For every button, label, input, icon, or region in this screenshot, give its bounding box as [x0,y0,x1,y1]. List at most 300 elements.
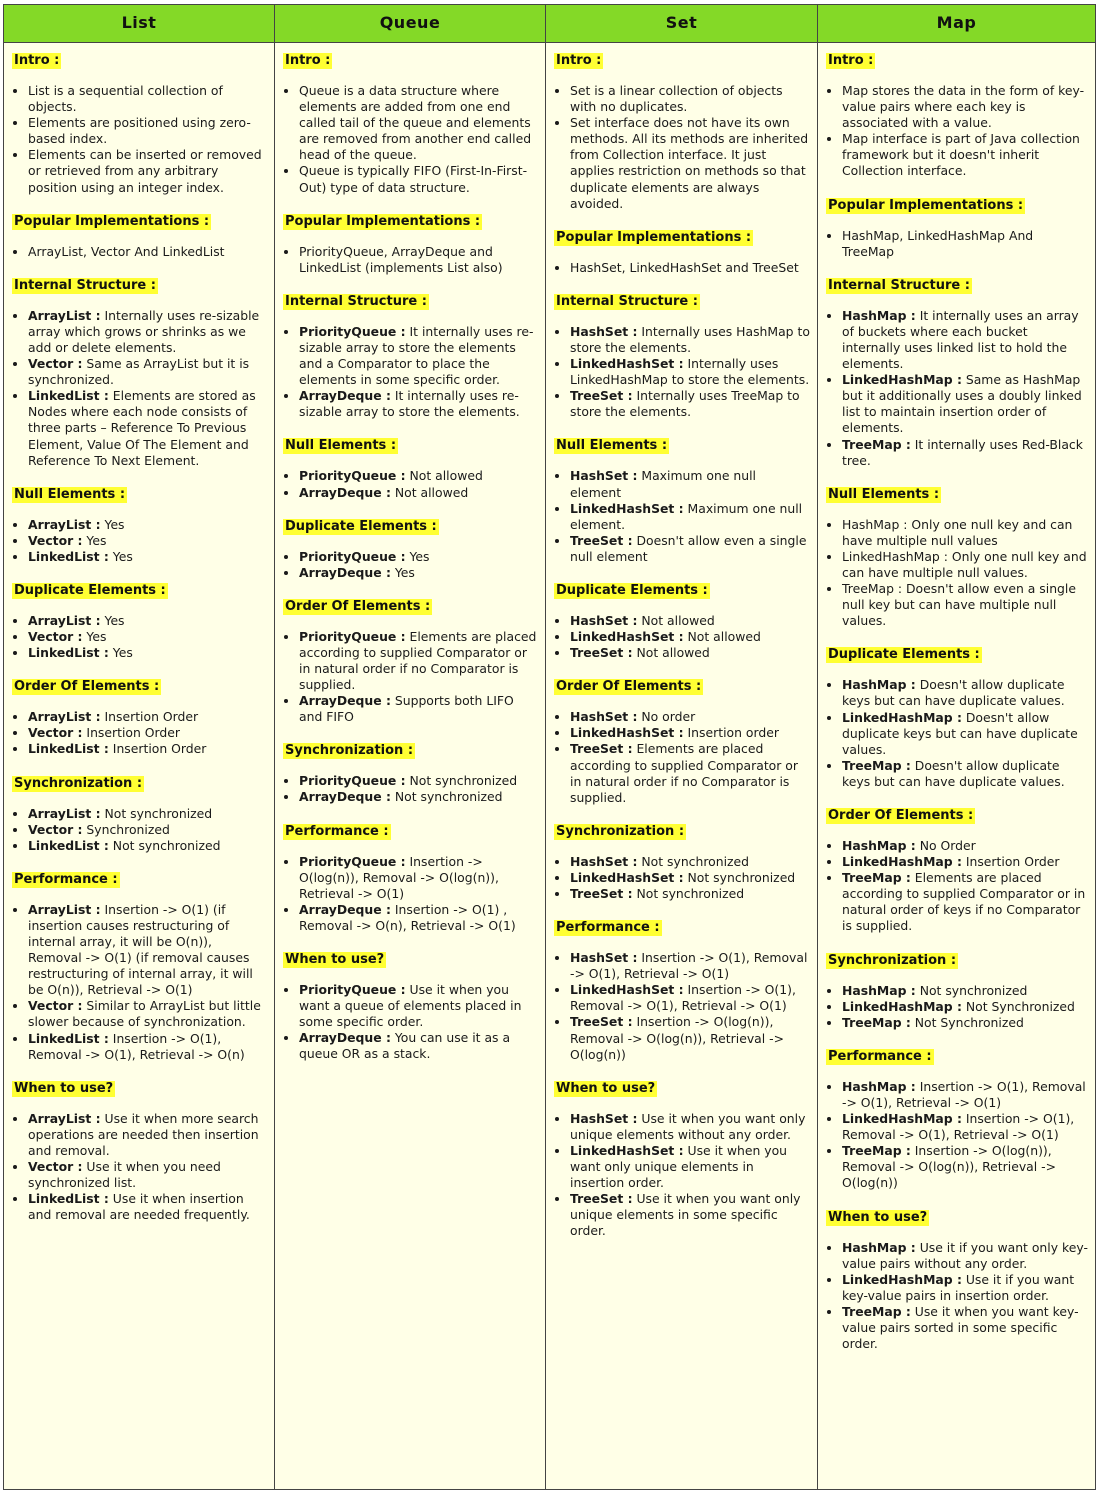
item-text: Not allowed [637,612,715,628]
section-title: Duplicate Elements : [14,582,166,598]
list-item [299,565,538,581]
item-text: Use it when you want only unique elements in insertion order. [570,1142,788,1191]
item-text: Not synchronized [100,805,213,821]
section [12,868,267,1063]
bullet-list [283,854,538,934]
bullet-list [283,629,538,726]
section [554,579,810,661]
section-title: Internal Structure : [556,293,698,309]
list-item [299,982,538,1030]
item-text: Map stores the data in the form of key-value pairs where each key is associated with a value. [842,83,1085,131]
section-title: Popular Implementations : [285,213,481,229]
item-term: TreeMap : [842,1014,911,1030]
item-term: ArrayList : [28,516,101,532]
section-title: Duplicate Elements : [828,647,980,663]
column-map [818,5,1095,1489]
list-item [28,83,267,115]
item-term: ArrayDeque : [299,564,391,580]
bullet-list [826,83,1088,180]
section-title: Intro : [14,53,60,68]
list-item [570,260,810,276]
bullet-list [283,549,538,581]
item-text: Insertion -> O(log(n)), Removal -> O(log(n)), Retrieval -> O(log(n)) [842,1143,1056,1191]
item-term: LinkedHashMap : [842,372,962,388]
list-item [28,741,267,757]
list-item [299,163,538,195]
list-item [28,244,267,260]
section [283,434,538,500]
item-text: Internally uses LinkedHashMap to store the elements. [570,356,810,388]
item-text: Yes [100,612,125,628]
section [826,643,1088,790]
item-text: Not synchronized [637,853,750,869]
section [283,739,538,805]
bullet-list [554,709,810,806]
bullet-list [12,83,267,196]
item-text: Maximum one null element [570,468,756,500]
list-item [570,886,810,902]
bullet-list [283,244,538,276]
section [554,226,810,276]
section-title: Synchronization : [14,775,143,791]
list-item [570,870,810,886]
item-text: Elements are placed according to supplied Comparator or in natural order if no Comparator is supplied. [570,741,798,805]
bullet-list [554,613,810,661]
item-text: Doesn't allow even a single null element [570,532,807,564]
section [826,1206,1088,1353]
list-item [299,854,538,902]
column-queue [275,5,546,1489]
item-text: Not synchronized [915,982,1028,998]
section-title: Null Elements : [556,438,668,454]
item-term: PriorityQueue : [299,628,406,644]
item-text: Use it when you want a queue of elements placed in some specific order. [299,982,522,1030]
item-text: Insertion -> O(1), Removal -> O(1), Retrieval -> O(n) [28,1030,245,1062]
list-item [28,709,267,725]
item-term: TreeMap : [842,436,911,452]
bullet-list [554,1111,810,1240]
list-item [842,1240,1088,1272]
item-term: LinkedList : [28,837,109,853]
item-text: It internally uses re-sizable array to store the elements. [299,388,520,420]
list-item [842,131,1088,179]
item-text: LinkedHashMap : Only one null key and can have multiple null values. [842,548,1087,580]
bullet-list [554,854,810,902]
item-text: You can use it as a queue OR as a stack. [299,1030,511,1062]
item-term: ArrayDeque : [299,484,391,500]
item-term: LinkedHashSet : [570,356,684,372]
list-item [842,854,1088,870]
item-term: PriorityQueue : [299,468,406,484]
section [283,948,538,1062]
item-term: ArrayDeque : [299,693,391,709]
section [826,949,1088,1031]
list-item [28,613,267,629]
item-text: Yes [390,564,415,580]
list-item [28,549,267,565]
item-text: Not synchronized [683,869,796,885]
item-text: Not synchronized [108,837,221,853]
list-item [842,758,1088,790]
item-term: HashMap : [842,838,916,853]
section-title: Null Elements : [828,486,940,502]
item-text: Yes [108,645,133,661]
section [283,49,538,196]
item-term: HashSet : [570,1110,638,1126]
item-term: TreeSet : [570,532,633,548]
section-title: Duplicate Elements : [285,518,437,534]
column-header-list: List [4,5,274,43]
item-text: Yes [405,548,430,564]
list-item [28,388,267,468]
item-text: Use it when you want only unique elements in some specific order. [570,1191,801,1239]
item-term: LinkedHashSet : [570,869,684,885]
comparison-table [3,4,1096,1490]
section [826,483,1088,630]
list-item [842,983,1088,999]
section-title: Order Of Elements : [556,679,702,695]
item-term: LinkedList : [28,548,109,564]
bullet-list [826,1240,1088,1353]
list-item [299,468,538,484]
list-item [570,741,810,805]
item-term: HashMap : [842,1078,916,1094]
list-item [28,517,267,533]
list-item [842,83,1088,131]
item-term: HashSet : [570,709,638,725]
list-item [842,517,1088,549]
section [283,210,538,276]
bullet-list [826,838,1088,935]
list-item [842,1143,1088,1191]
item-text: No Order [915,838,976,853]
list-item [570,324,810,356]
item-term: Vector : [28,629,83,645]
item-text: Same as HashMap but it additionally uses a doubly linked list to maintain insertion order of elements. [842,372,1082,436]
item-text: Use it if you want key-value pairs in insertion order. [842,1271,1075,1303]
list-item [28,902,267,999]
item-text: Not synchronized [632,886,745,901]
section [826,804,1088,935]
section-title: Performance : [828,1048,932,1064]
section [12,274,267,469]
list-item [28,645,267,661]
bullet-list [554,83,810,212]
item-text: Internally uses TreeMap to store the elements. [570,388,800,420]
bullet-list [12,1111,267,1224]
item-term: LinkedList : [28,1030,109,1046]
item-text: Insertion -> O(1) (if insertion causes restructuring of internal array, it will be O(n)), Removal -> O(1) (if removal causes restructuring of internal array, it will be O(n)), Retrieval -> O(1) [28,901,253,998]
list-item [28,838,267,854]
item-text: PriorityQueue, ArrayDeque and LinkedList (implements List also) [299,243,503,275]
section-title: When to use? [556,1080,656,1096]
item-term: HashMap : [842,677,916,693]
bullet-list [283,468,538,500]
item-text: HashMap : Only one null key and can have multiple null values [842,516,1073,548]
list-item [299,773,538,789]
section-title: Popular Implementations : [14,213,210,229]
item-term: TreeMap : [842,1143,911,1159]
bullet-list [12,902,267,1063]
section [12,49,267,196]
list-item [842,870,1088,934]
section-title: Duplicate Elements : [556,582,708,598]
section [554,49,810,212]
list-item [842,1015,1088,1031]
list-item [299,244,538,276]
item-term: TreeSet : [570,1014,633,1030]
list-item [570,1191,810,1239]
item-term: ArrayDeque : [299,388,391,404]
column-body-map [818,43,1095,1352]
item-term: LinkedList : [28,645,109,661]
list-item [299,324,538,388]
item-text: HashMap, LinkedHashMap And TreeMap [842,227,1034,259]
section-title: Order Of Elements : [285,598,431,614]
section-title: Synchronization : [828,952,957,968]
column-set [546,5,818,1489]
list-item [842,677,1088,709]
item-term: LinkedHashMap : [842,1111,962,1127]
bullet-list [12,806,267,854]
item-term: HashMap : [842,307,916,323]
item-text: Insertion -> O(1), Removal -> O(1), Retrieval -> O(1) [570,950,808,982]
bullet-list [554,324,810,421]
item-term: Vector : [28,532,83,548]
item-term: LinkedHashMap : [842,1271,962,1287]
section-title: Synchronization : [556,823,685,839]
section-title: Popular Implementations : [828,197,1024,213]
item-text: Insertion Order [108,741,207,757]
list-item [570,613,810,629]
item-term: LinkedHashMap : [842,854,962,870]
section-title: When to use? [285,952,385,967]
bullet-list [12,613,267,661]
section-title: Order Of Elements : [14,679,160,695]
list-item [842,1272,1088,1304]
section [12,772,267,854]
column-header-map: Map [818,5,1095,43]
bullet-list [826,677,1088,790]
item-text: Use it when you want only unique elements without any order. [570,1110,806,1142]
bullet-list [12,709,267,757]
section [826,1045,1088,1192]
item-term: HashMap : [842,982,916,998]
bullet-list [826,517,1088,630]
bullet-list [12,244,267,260]
bullet-list [283,83,538,196]
section [554,1077,810,1240]
list-item [842,437,1088,469]
list-item [299,693,538,725]
item-term: ArrayDeque : [299,901,391,917]
item-text: Use it when you need synchronized list. [28,1159,221,1191]
section-title: Performance : [556,920,660,936]
item-term: LinkedHashSet : [570,500,684,516]
section [554,290,810,421]
list-item [299,388,538,420]
section [283,595,538,726]
section [12,1077,267,1224]
list-item [570,1143,810,1191]
item-term: ArrayDeque : [299,789,391,805]
list-item [299,83,538,163]
column-header-set: Set [546,5,817,43]
section [12,579,267,661]
item-term: LinkedHashSet : [570,725,684,741]
item-text: Similar to ArrayList but little slower because of synchronization. [28,998,261,1030]
item-text: Doesn't allow duplicate keys but can have duplicate values. [842,757,1065,789]
item-term: ArrayList : [28,901,101,917]
item-text: Elements are placed according to supplied Comparator or in natural order if no Comparator is supplied. [299,628,537,693]
section-title: Performance : [285,823,389,839]
item-text: List is a sequential collection of objects. [28,83,223,115]
list-item [570,356,810,388]
bullet-list [826,1079,1088,1192]
item-text: Insertion -> O(log(n)), Removal -> O(log(n)), Retrieval -> O(log(n)) [570,1014,784,1062]
item-text: Yes [100,516,125,532]
item-term: HashSet : [570,468,638,484]
item-text: Elements are placed according to supplied Comparator or in natural order of keys if no Comparator is supplied. [842,870,1086,934]
item-text: Not allowed [390,484,469,500]
item-term: ArrayList : [28,612,101,628]
column-body-list [4,43,274,1223]
item-term: LinkedHashMap : [842,998,962,1014]
bullet-list [554,260,810,276]
list-item [28,806,267,822]
item-text: No order [637,709,696,725]
section [554,675,810,806]
item-term: TreeMap : [842,1303,911,1319]
item-term: TreeSet : [570,645,633,661]
column-body-queue [275,43,545,1062]
section [826,194,1088,260]
item-text: Yes [108,548,133,564]
section [826,49,1088,180]
section-title: Null Elements : [14,486,126,502]
item-term: Vector : [28,356,83,372]
item-term: LinkedList : [28,741,109,757]
item-term: ArrayList : [28,805,101,821]
column-header-queue: Queue [275,5,545,43]
item-text: Elements can be inserted or removed or retrieved from any arbitrary position using an integer index. [28,147,262,195]
section [283,820,538,934]
list-item [28,533,267,549]
item-text: Use it if you want only key-value pairs without any order. [842,1239,1088,1271]
section-title: Performance : [14,871,118,887]
bullet-list [826,308,1088,469]
item-text: Synchronized [82,821,170,837]
list-item [842,1111,1088,1143]
item-text: Maximum one null element. [570,500,803,532]
list-item [28,629,267,645]
list-item [570,854,810,870]
list-item [842,1079,1088,1111]
item-term: Vector : [28,821,83,837]
item-term: ArrayList : [28,1110,101,1126]
list-item [570,982,810,1014]
list-item [570,501,810,533]
item-text: Queue is a data structure where elements are added from one end called tail of the queue and elements are removed from another end called head of the queue. [299,83,532,163]
item-term: TreeMap : [842,870,911,886]
item-text: Insertion order [683,725,779,741]
section [554,820,810,902]
list-item [299,485,538,501]
item-text: Use it when more search operations are needed then insertion and removal. [28,1110,259,1158]
list-item [570,950,810,982]
section-title: Internal Structure : [285,293,427,309]
list-item [570,725,810,741]
item-term: HashSet : [570,612,638,628]
item-text: HashSet, LinkedHashSet and TreeSet [570,259,799,275]
item-text: Yes [82,629,107,645]
item-text: Not allowed [405,468,483,484]
item-term: ArrayDeque : [299,1030,391,1046]
item-term: LinkedList : [28,388,109,404]
item-term: Vector : [28,998,83,1014]
list-item [28,308,267,356]
section [12,483,267,565]
list-item [570,1111,810,1143]
list-item [570,1014,810,1062]
column-list [4,5,275,1489]
item-term: HashSet : [570,950,638,966]
item-term: LinkedHashSet : [570,1142,684,1158]
section [283,290,538,421]
item-term: HashSet : [570,323,638,339]
item-term: LinkedHashMap : [842,709,962,725]
item-text: Internally uses re-sizable array which grows or shrinks as we add or delete elements. [28,307,260,355]
item-term: TreeSet : [570,741,633,757]
section-title: Synchronization : [285,743,414,759]
item-term: TreeSet : [570,388,633,404]
list-item [28,1159,267,1191]
table-columns [4,5,1095,1489]
section-title: Internal Structure : [828,277,970,293]
list-item [28,998,267,1030]
item-text: Elements are positioned using zero-based index. [28,115,251,147]
section-title: Intro : [828,53,874,68]
item-text: Not allowed [632,645,710,661]
item-term: TreeMap : [842,757,911,773]
list-item [28,1111,267,1159]
list-item [28,725,267,741]
item-text: Insertion Order [100,709,199,725]
bullet-list [554,950,810,1063]
item-term: PriorityQueue : [299,853,406,869]
item-text: Insertion -> O(1), Removal -> O(1), Retrieval -> O(1) [570,982,796,1014]
bullet-list [12,308,267,469]
bullet-list [12,517,267,565]
item-text: It internally uses re-sizable array to store the elements and a Comparator to place the elements in some specific order. [299,323,534,388]
list-item [570,709,810,725]
section-title: Internal Structure : [14,277,156,293]
item-term: PriorityQueue : [299,773,406,789]
item-text: ArrayList, Vector And LinkedList [28,243,225,259]
item-text: Doesn't allow duplicate keys but can have duplicate values. [842,709,1078,757]
section-title: When to use? [828,1209,928,1225]
list-item [842,999,1088,1015]
item-term: Vector : [28,1159,83,1175]
list-item [842,838,1088,854]
list-item [570,388,810,420]
column-body-set [546,43,817,1240]
section [554,916,810,1063]
item-term: TreeSet : [570,886,633,901]
item-text: Set interface does not have its own methods. All its methods are inherited from Collection interface. It just applies restriction on methods so that duplicate elements are always avoided. [570,115,809,211]
item-text: Insertion -> O(log(n)), Removal -> O(log(n)), Retrieval -> O(1) [299,853,499,901]
item-text: Insertion Order [82,725,180,741]
